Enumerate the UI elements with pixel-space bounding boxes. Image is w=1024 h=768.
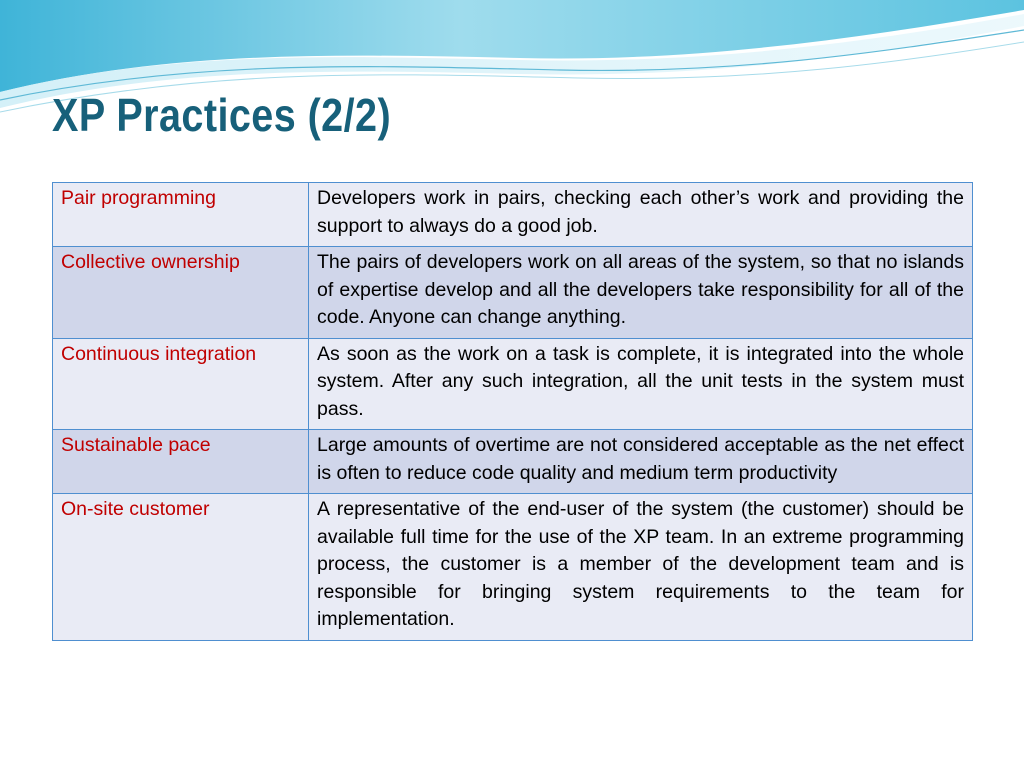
table-row <box>53 494 973 641</box>
table-row <box>53 183 973 247</box>
practices-table <box>52 182 973 641</box>
practice-description: A representative of the end-user of the system (the customer) should be available full time for the use of the XP team. In an extreme programming process, the customer is a member of the development team and is responsible for bringing system requirements to the team for implementation. <box>309 494 973 641</box>
practice-description: The pairs of developers work on all areas of the system, so that no islands of expertise develop and all the developers take responsibility for all of the code. Anyone can change anything. <box>309 247 973 339</box>
table-row <box>53 247 973 339</box>
practice-description: Large amounts of overtime are not considered acceptable as the net effect is often to reduce code quality and medium term productivity <box>309 430 973 494</box>
practice-description: Developers work in pairs, checking each other’s work and providing the support to always do a good job. <box>309 183 973 247</box>
practice-term: On-site customer <box>53 494 309 641</box>
practice-term: Continuous integration <box>53 338 309 430</box>
practice-description: As soon as the work on a task is complete, it is integrated into the whole system. After any such integration, all the unit tests in the system must pass. <box>309 338 973 430</box>
table-row <box>53 430 973 494</box>
practice-term: Pair programming <box>53 183 309 247</box>
page-title: XP Practices (2/2) <box>52 89 392 141</box>
table-row <box>53 338 973 430</box>
practice-term: Sustainable pace <box>53 430 309 494</box>
practice-term: Collective ownership <box>53 247 309 339</box>
